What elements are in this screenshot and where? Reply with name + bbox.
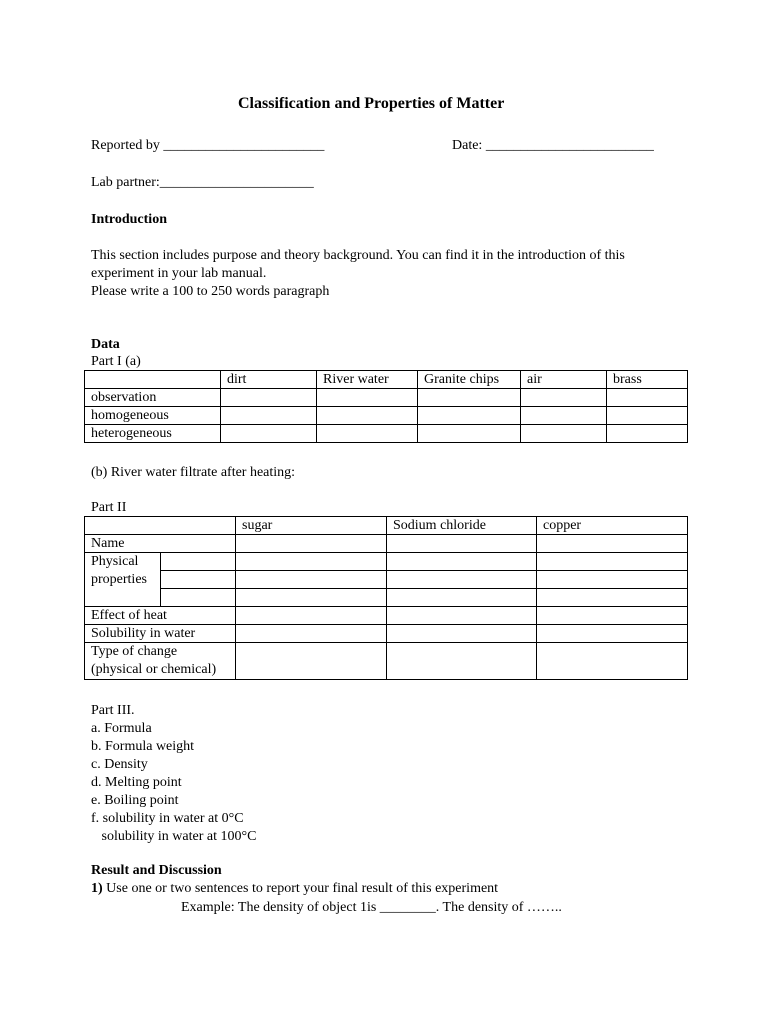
table-cell[interactable] xyxy=(236,553,387,571)
introduction-line-3: Please write a 100 to 250 words paragraph xyxy=(91,284,330,299)
table1-header-air: air xyxy=(521,371,607,389)
table-cell[interactable] xyxy=(236,643,387,680)
reported-by-field[interactable]: Reported by _______________________ xyxy=(91,138,325,153)
table-cell[interactable] xyxy=(387,535,537,553)
table-cell[interactable] xyxy=(161,553,236,571)
table-cell[interactable] xyxy=(387,589,537,607)
page-title: Classification and Properties of Matter xyxy=(238,95,505,112)
table-row xyxy=(85,643,688,680)
table-row xyxy=(85,425,688,443)
table1-header-brass: brass xyxy=(607,371,688,389)
data-heading: Data xyxy=(91,337,120,352)
table-cell[interactable] xyxy=(387,553,537,571)
table1-row-label: observation xyxy=(85,389,221,407)
table-cell[interactable] xyxy=(161,571,236,589)
part1-table xyxy=(84,370,688,443)
table-row xyxy=(85,407,688,425)
table-row xyxy=(85,371,688,389)
introduction-line-2: experiment in your lab manual. xyxy=(91,266,267,281)
table-cell[interactable] xyxy=(387,607,537,625)
table-cell[interactable] xyxy=(537,535,688,553)
date-field[interactable]: Date: ________________________ xyxy=(452,138,654,153)
table-cell[interactable] xyxy=(317,389,418,407)
part3-item-solubility-100c: solubility in water at 100°C xyxy=(91,829,257,844)
table-cell[interactable] xyxy=(607,425,688,443)
table-cell[interactable] xyxy=(521,407,607,425)
table-cell[interactable] xyxy=(236,571,387,589)
table-cell[interactable] xyxy=(537,625,688,643)
table-cell[interactable] xyxy=(418,407,521,425)
table-cell[interactable] xyxy=(317,425,418,443)
part3-item-density: c. Density xyxy=(91,757,148,772)
table-row xyxy=(85,517,688,535)
part2-label: Part II xyxy=(91,500,127,515)
part1b-label: (b) River water filtrate after heating: xyxy=(91,465,296,480)
table-cell[interactable] xyxy=(221,407,317,425)
table-cell[interactable] xyxy=(607,407,688,425)
part3-item-solubility-0c: f. solubility in water at 0°C xyxy=(91,811,244,826)
table2-physical-properties-label xyxy=(85,553,161,607)
table2-header-empty xyxy=(85,517,236,535)
table-cell[interactable] xyxy=(161,589,236,607)
physical-line-2: properties xyxy=(91,572,147,587)
table-cell[interactable] xyxy=(607,389,688,407)
results-heading: Result and Discussion xyxy=(91,863,222,878)
table-row xyxy=(85,389,688,407)
table-row xyxy=(85,535,688,553)
table2-solubility-label: Solubility in water xyxy=(85,625,236,643)
table-cell[interactable] xyxy=(537,643,688,680)
results-item-1-text: Use one or two sentences to report your final result of this experiment xyxy=(102,881,499,896)
table-cell[interactable] xyxy=(537,607,688,625)
lab-partner-field[interactable]: Lab partner:______________________ xyxy=(91,175,314,190)
part2-table xyxy=(84,516,688,680)
table2-header-sodium-chloride: Sodium chloride xyxy=(387,517,537,535)
table-cell[interactable] xyxy=(221,389,317,407)
part3-item-formula-weight: b. Formula weight xyxy=(91,739,195,754)
table-cell[interactable] xyxy=(537,553,688,571)
table2-effect-of-heat-label: Effect of heat xyxy=(85,607,236,625)
table-cell[interactable] xyxy=(418,425,521,443)
physical-line-1: Physical xyxy=(91,554,139,569)
table-cell[interactable] xyxy=(236,589,387,607)
introduction-line-1: This section includes purpose and theory background. You can find it in the introduction of this xyxy=(91,248,625,263)
part3-item-melting-point: d. Melting point xyxy=(91,775,182,790)
table-cell[interactable] xyxy=(521,425,607,443)
table-cell[interactable] xyxy=(236,607,387,625)
table-cell[interactable] xyxy=(387,571,537,589)
results-item-1-number: 1) xyxy=(91,881,103,896)
table2-type-of-change-label xyxy=(85,643,236,680)
table-cell[interactable] xyxy=(317,407,418,425)
table1-header-dirt: dirt xyxy=(221,371,317,389)
table2-header-copper: copper xyxy=(537,517,688,535)
type-line-2: (physical or chemical) xyxy=(91,662,217,677)
results-example: Example: The density of object 1is ________. The density of …….. xyxy=(181,900,562,915)
table-row xyxy=(85,607,688,625)
table1-header-empty xyxy=(85,371,221,389)
table-cell[interactable] xyxy=(418,389,521,407)
table1-header-river-water: River water xyxy=(317,371,418,389)
table-cell[interactable] xyxy=(236,625,387,643)
table2-header-sugar: sugar xyxy=(236,517,387,535)
table-cell[interactable] xyxy=(387,625,537,643)
table2-name-label: Name xyxy=(85,535,236,553)
table-row xyxy=(85,625,688,643)
part3-item-formula: a. Formula xyxy=(91,721,152,736)
table1-header-granite-chips: Granite chips xyxy=(418,371,521,389)
part3-item-boiling-point: e. Boiling point xyxy=(91,793,179,808)
table1-row-label: homogeneous xyxy=(85,407,221,425)
table-cell[interactable] xyxy=(387,643,537,680)
table-cell[interactable] xyxy=(537,589,688,607)
part3-heading: Part III. xyxy=(91,703,135,718)
table-row xyxy=(85,553,688,571)
table-cell[interactable] xyxy=(236,535,387,553)
part1-label: Part I (a) xyxy=(91,354,141,369)
type-line-1: Type of change xyxy=(91,644,178,659)
table-cell[interactable] xyxy=(537,571,688,589)
introduction-heading: Introduction xyxy=(91,212,167,227)
table-cell[interactable] xyxy=(521,389,607,407)
table-row xyxy=(85,589,688,607)
table-row xyxy=(85,571,688,589)
table-cell[interactable] xyxy=(221,425,317,443)
results-item-1 xyxy=(91,880,498,898)
table1-row-label: heterogeneous xyxy=(85,425,221,443)
